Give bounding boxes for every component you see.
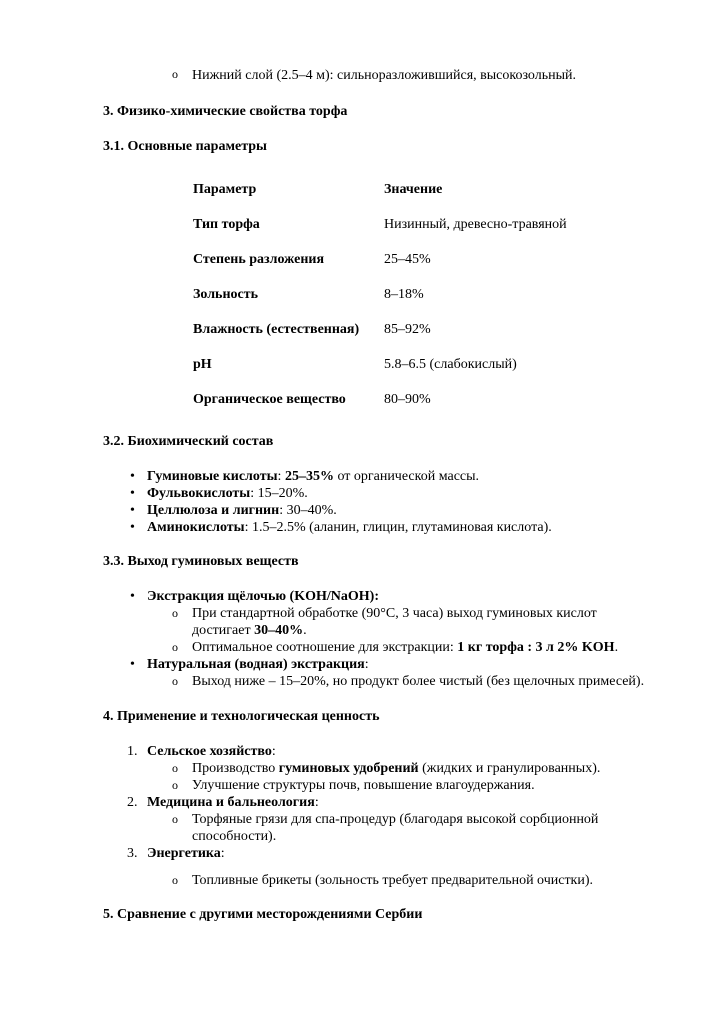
bullet-marker: • (130, 520, 135, 535)
list-item: Целлюлоза и лигнин: 30–40%. (147, 503, 337, 518)
sub-list-item: Производство гуминовых удобрений (жидких и гранулированных). (192, 761, 601, 776)
bullet-marker: • (130, 486, 135, 501)
sub-list-item: Улучшение структуры почв, повышение влагоудержания. (192, 778, 535, 793)
list-item-energy: Энергетика: (147, 846, 225, 861)
table-cell-value: 85–92% (384, 322, 431, 337)
sub-bullet-marker: o (172, 67, 178, 81)
sub-bullet-marker: o (172, 674, 178, 688)
list-item-medicine: Медицина и бальнеология: (147, 795, 319, 810)
table-cell-param: Влажность (естественная) (193, 322, 360, 337)
table-header-value: Значение (384, 182, 443, 197)
list-number: 3. (127, 846, 138, 861)
bullet-marker: • (130, 589, 135, 604)
sub-list-item: При стандартной обработке (90°C, 3 часа) выход гуминовых кислот (192, 606, 597, 621)
section-4-title: 4. Применение и технологическая ценность (103, 709, 380, 724)
table-cell-param: Зольность (193, 287, 259, 302)
sub-list-item: Оптимальное соотношение для экстракции: 1 кг торфа : 3 л 2% KOH. (192, 640, 619, 655)
bullet-marker: • (130, 503, 135, 518)
list-item-alkali-extraction: Экстракция щёлочью (KOH/NaOH): (147, 589, 379, 604)
sub-list-item-continuation: способности). (192, 829, 277, 844)
section-3-1-title: 3.1. Основные параметры (103, 139, 267, 154)
sub-bullet-marker: o (172, 640, 178, 654)
sub-bullet-marker: o (172, 812, 178, 826)
list-item: Фульвокислоты: 15–20%. (147, 486, 308, 501)
list-item-water-extraction: Натуральная (водная) экстракция: (147, 657, 369, 672)
table-cell-value: 80–90% (384, 392, 431, 407)
sub-list-item-continuation: достигает 30–40%. (192, 623, 307, 638)
sub-bullet-marker: o (172, 873, 178, 887)
table-cell-value: Низинный, древесно-травяной (384, 217, 567, 232)
table-cell-value: 25–45% (384, 252, 431, 267)
sub-list-item: Торфяные грязи для спа-процедур (благодаря высокой сорбционной (192, 812, 599, 827)
list-item-agriculture: Сельское хозяйство: (147, 744, 276, 759)
top-list-item: Нижний слой (2.5–4 м): сильноразложившийся, высокозольный. (192, 68, 577, 83)
list-number: 1. (127, 744, 138, 759)
list-item: Гуминовые кислоты: 25–35% от органической массы. (147, 469, 480, 484)
table-cell-value: 8–18% (384, 287, 424, 302)
list-number: 2. (127, 795, 138, 810)
section-5-title: 5. Сравнение с другими месторождениями Сербии (103, 907, 423, 922)
table-cell-param: Органическое вещество (193, 392, 346, 407)
table-cell-param: Степень разложения (193, 252, 325, 267)
table-cell-value: 5.8–6.5 (слабокислый) (384, 357, 517, 372)
table-header-param: Параметр (193, 182, 257, 197)
list-item: Аминокислоты: 1.5–2.5% (аланин, глицин, глутаминовая кислота). (147, 520, 552, 535)
section-3-2-title: 3.2. Биохимический состав (103, 434, 274, 449)
sub-list-item: Топливные брикеты (зольность требует предварительной очистки). (192, 873, 594, 888)
sub-bullet-marker: o (172, 606, 178, 620)
bullet-marker: • (130, 657, 135, 672)
section-3-3-title: 3.3. Выход гуминовых веществ (103, 554, 299, 569)
sub-list-item: Выход ниже – 15–20%, но продукт более чистый (без щелочных примесей). (192, 674, 645, 689)
sub-bullet-marker: o (172, 761, 178, 775)
table-cell-param: Тип торфа (193, 217, 260, 232)
bullet-marker: • (130, 469, 135, 484)
section-3-title: 3. Физико-химические свойства торфа (103, 104, 348, 119)
table-cell-param: pH (193, 357, 212, 372)
sub-bullet-marker: o (172, 778, 178, 792)
